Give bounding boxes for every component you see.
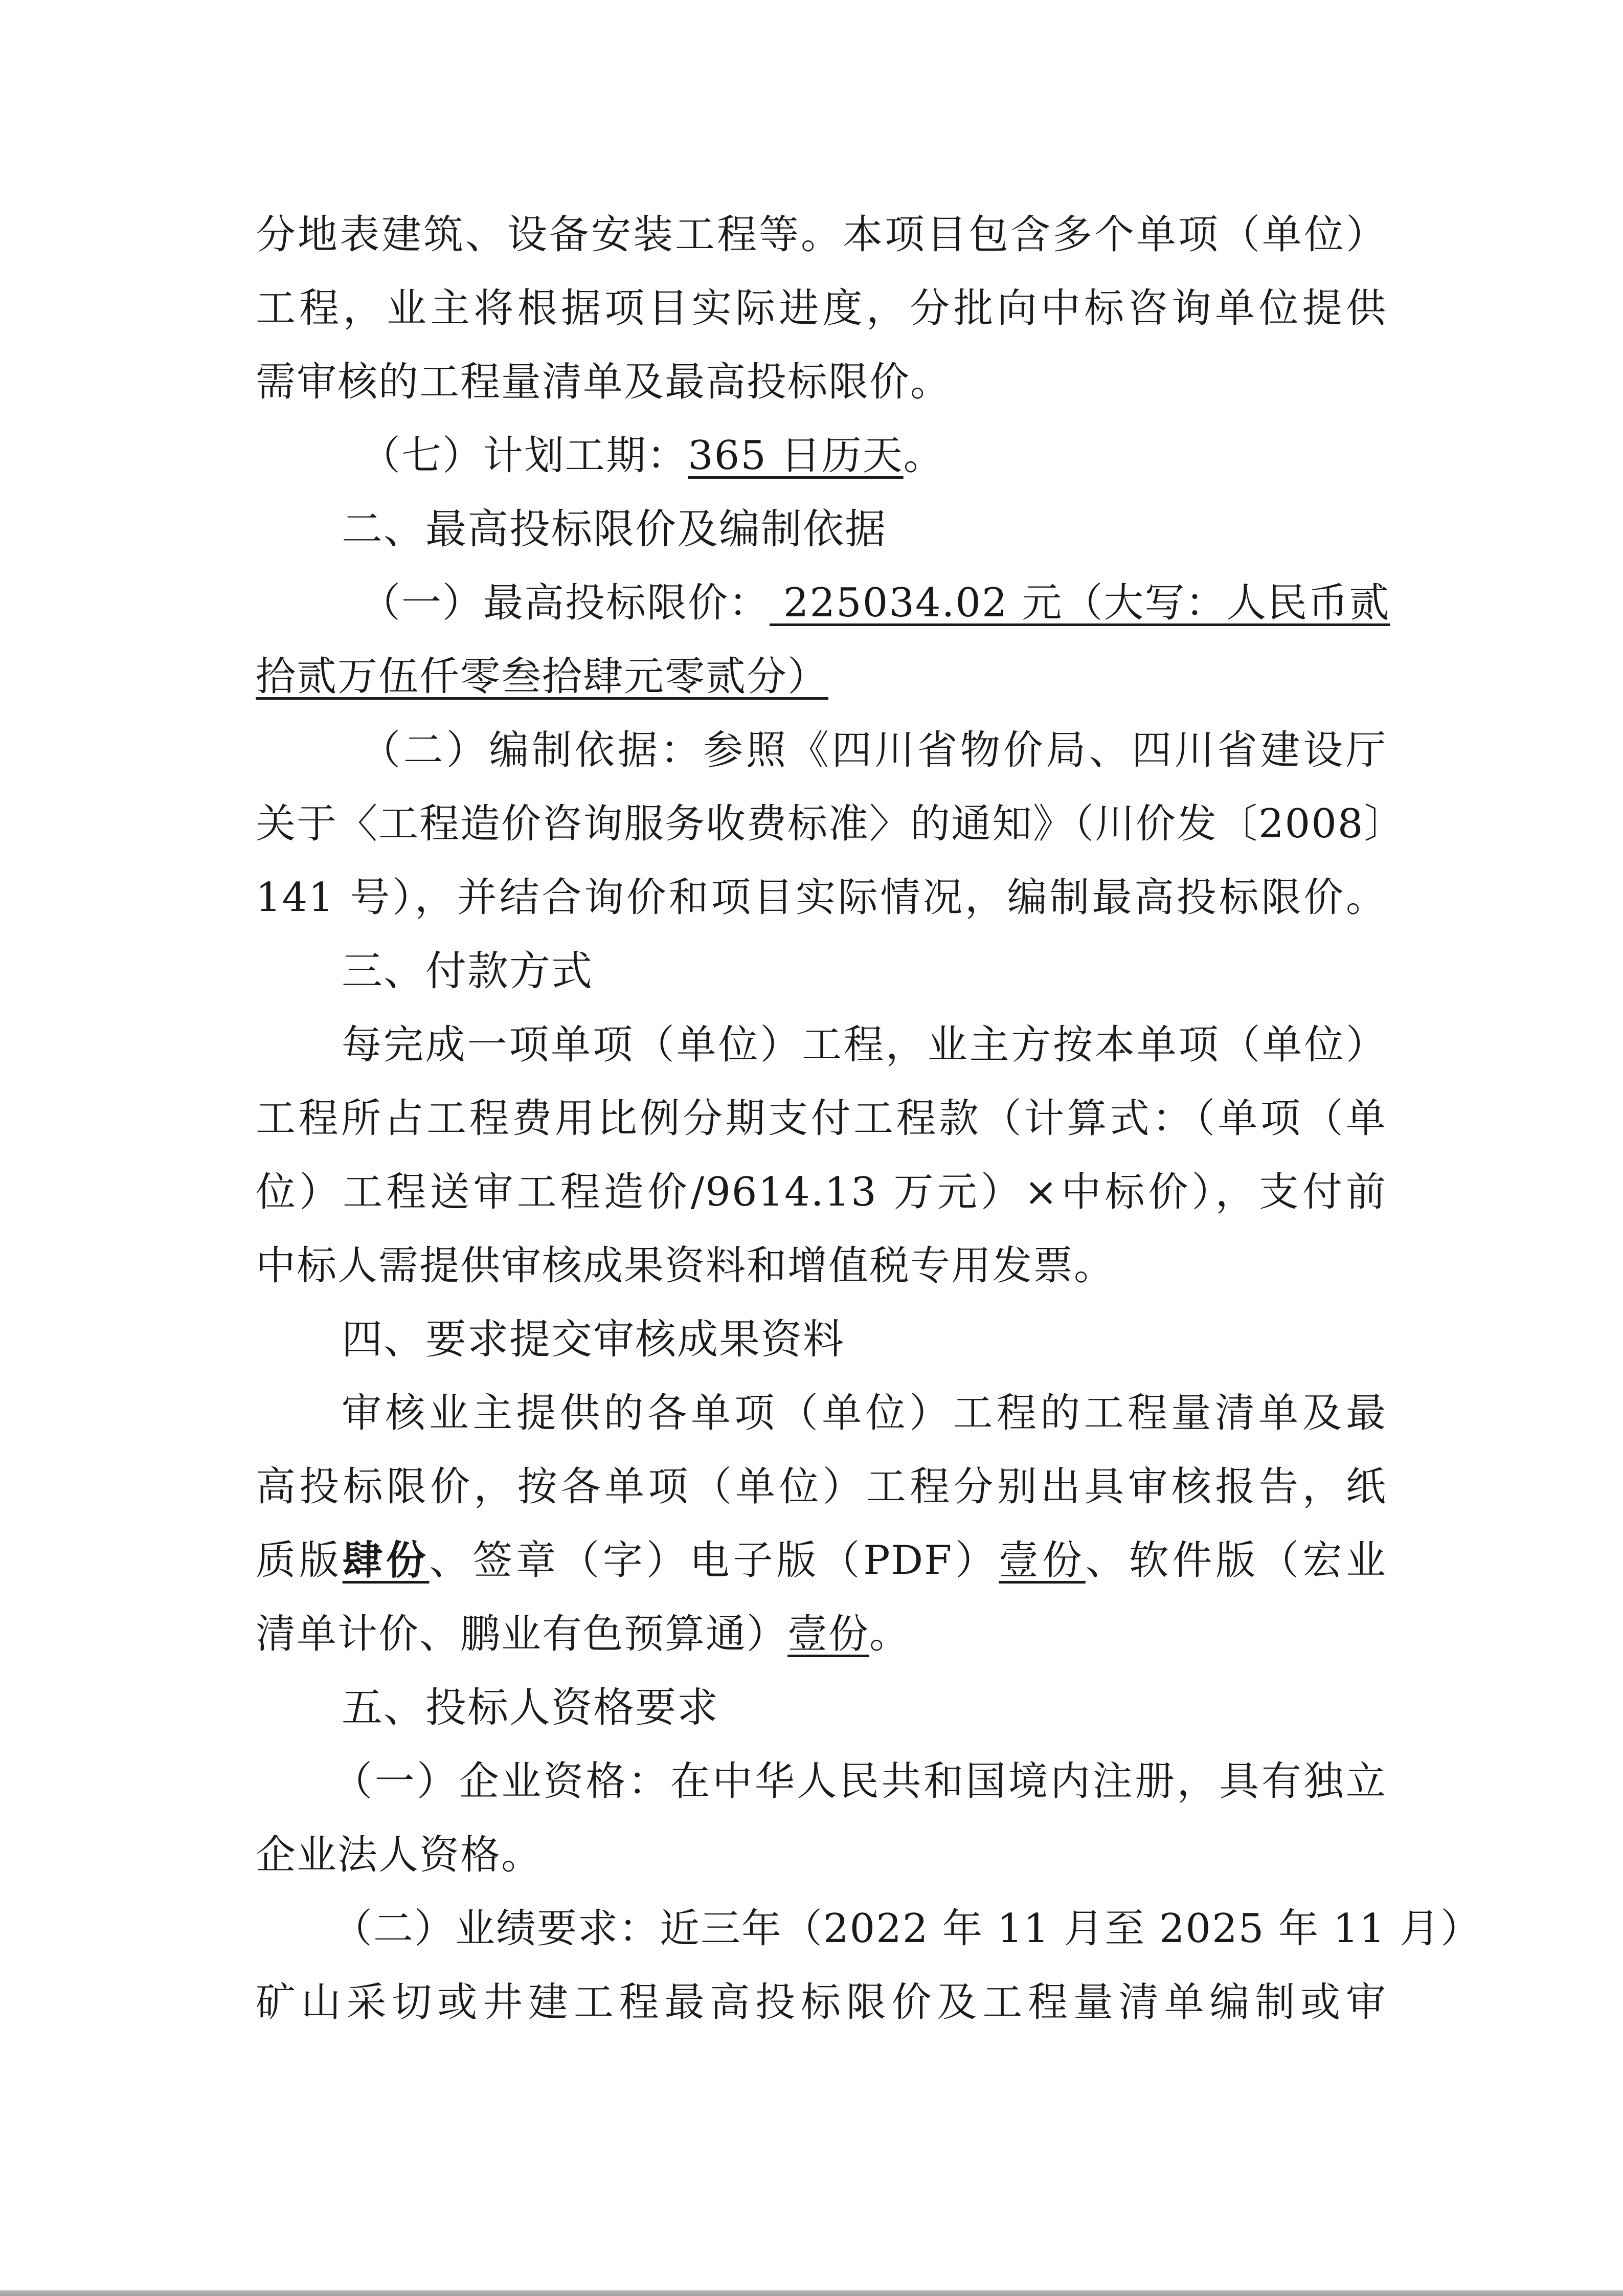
section-heading-4: 四、要求提交审核成果资料	[342, 1316, 845, 1363]
copies-line-2	[256, 1597, 1387, 1671]
paragraph-line: （一）企业资格：在中华人民共和国境内注册，具有独立	[332, 1758, 1387, 1804]
copies-line	[256, 1524, 1387, 1597]
max-bid-words: 拾贰万伍仟零叁拾肆元零贰分）	[256, 654, 829, 700]
paragraph-line: 位）工程送审工程造价/9614.13 万元）×中标价），支付前	[256, 1169, 1387, 1215]
max-bid-words-line	[256, 640, 1387, 714]
text-span: 、签章（字）电子版（PDF）	[429, 1537, 999, 1584]
paragraph-line: （二）编制依据：参照《四川省物价局、四川省建设厅	[360, 727, 1387, 773]
scan-edge-band	[0, 2290, 1623, 2296]
paragraph-line: 审核业主提供的各单项（单位）工程的工程量清单及最	[342, 1390, 1387, 1436]
paragraph-line: 企业法人资格。	[256, 1832, 543, 1878]
section-heading-5: 五、投标人资格要求	[342, 1684, 719, 1731]
paragraph-line: 工程，业主将根据项目实际进度，分批向中标咨询单位提供	[256, 285, 1387, 331]
section-heading-2: 二、最高投标限价及编制依据	[342, 505, 887, 553]
schedule-value: 365 日历天	[688, 433, 904, 479]
section-heading-3: 三、付款方式	[342, 947, 593, 995]
paragraph-line: 矿山采切或井建工程最高投标限价及工程量清单编制或审	[256, 1979, 1387, 2025]
pdf-copies: 壹份	[999, 1537, 1086, 1584]
max-bid-value: 225034.02 元（大写：人民币贰	[770, 580, 1390, 626]
paragraph-line: （二）业绩要求：近三年（2022 年 11 月至 2025 年 11 月）	[332, 1906, 1482, 1952]
schedule-label: （七）计划工期：	[360, 433, 688, 479]
software-copies: 壹份	[787, 1611, 870, 1657]
text-span: 、软件版（宏业	[1085, 1537, 1387, 1584]
schedule-line	[360, 419, 1387, 493]
paper-copies: 肆份	[342, 1537, 430, 1584]
paragraph-line: 141 号），并结合询价和项目实际情况，编制最高投标限价。	[256, 875, 1387, 921]
paragraph-line: 中标人需提供审核成果资料和增值税专用发票。	[256, 1243, 1115, 1289]
paragraph-line: 分地表建筑、设备安装工程等。本项目包含多个单项（单位）	[256, 212, 1387, 258]
max-bid-label: （一）最高投标限价：	[360, 580, 770, 626]
text-span: 清单计价、鹏业有色预算通）	[256, 1611, 788, 1657]
paragraph-line: 高投标限价，按各单项（单位）工程分别出具审核报告，纸	[256, 1464, 1387, 1510]
text-span: 质版	[256, 1537, 343, 1584]
punctuation: 。	[869, 1611, 911, 1657]
paragraph-line: 工程所占工程费用比例分期支付工程款（计算式：（单项（单	[256, 1096, 1387, 1142]
max-bid-line	[360, 566, 1390, 640]
paragraph-line: 每完成一项单项（单位）工程，业主方按本单项（单位）	[342, 1022, 1387, 1068]
paragraph-line: 关于〈工程造价咨询服务收费标准〉的通知》（川价发〔2008〕	[256, 801, 1405, 847]
paragraph-line: 需审核的工程量清单及最高投标限价。	[256, 359, 952, 405]
punctuation: 。	[903, 433, 944, 479]
